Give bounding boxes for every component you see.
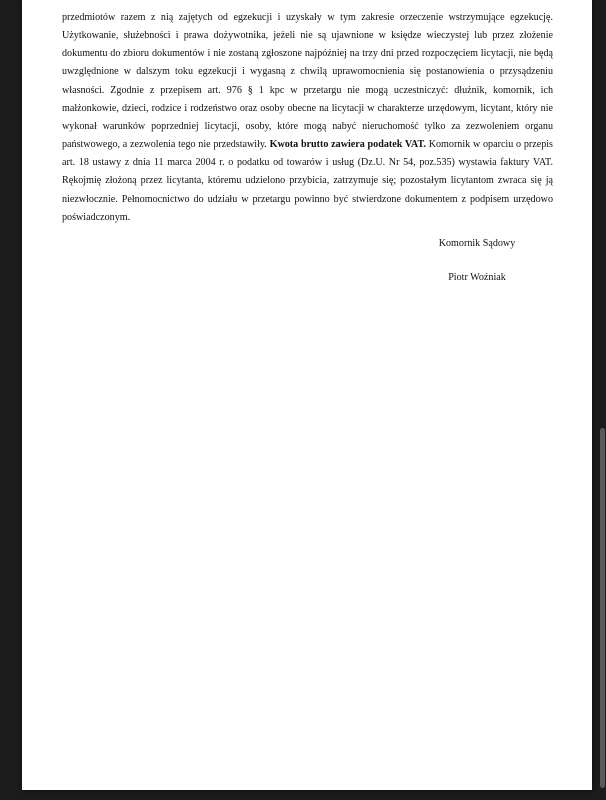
scrollbar-thumb[interactable] bbox=[600, 428, 605, 788]
vat-notice-bold: Kwota brutto zawiera podatek VAT. bbox=[269, 139, 426, 151]
signature-role: Komornik Sądowy bbox=[438, 238, 516, 249]
paragraph-text-part1: przedmiotów razem z nią zajętych od egzekucji i uzyskały w tym zakresie orzeczenie wstrzymujące egzekucję. Użytkowanie, służebności i prawa dożywotnika, jeżeli nie są ujawnione w księdze wieczystej lub przez złożenie dokumentu do zbioru dokumentów i nie zostaną zgłoszone najpóźniej na trzy dni przed rozpoczęciem licytacji, nie będą uwzględnione w dalszym toku egzekucji i wygasną z chwilą uprawomocnienia się postanowienia o przysądzeniu własności. Zgodnie z przepisem art. 976 § 1 kpc w przetargu nie mogą uczestniczyć: dłużnik, komornik, ich małżonkowie, dzieci, rodzice i rodzeństwo oraz osoby obecne na licytacji w charakterze urzędowym, licytant, który nie wykonał warunków poprzedniej licytacji, osoby, które mogą nabyć nieruchomość tylko za zezwoleniem organu państwowego, a zezwolenia tego nie przedstawiły. bbox=[62, 12, 553, 151]
paragraph-text-part2: Komornik w oparciu o przepis art. 18 ustawy z dnia 11 marca 2004 r. o podatku od towarów i usług (Dz.U. Nr 54, poz.535) wystawia faktury VAT. Rękojmię złożoną przez licytanta, któremu udzielono przybicia, zatrzymuje się; pozostałym licytantom zwraca się ją niezwłocznie. Pełnomocnictwo do udziału w przetargu powinno być stwierdzone dokumentem z podpisem urzędowo poświadczonym. bbox=[62, 139, 553, 223]
signature-name: Piotr Woźniak bbox=[448, 272, 506, 283]
vertical-scrollbar[interactable] bbox=[598, 0, 606, 800]
document-page bbox=[22, 0, 592, 790]
auction-notice-paragraph bbox=[62, 9, 553, 227]
